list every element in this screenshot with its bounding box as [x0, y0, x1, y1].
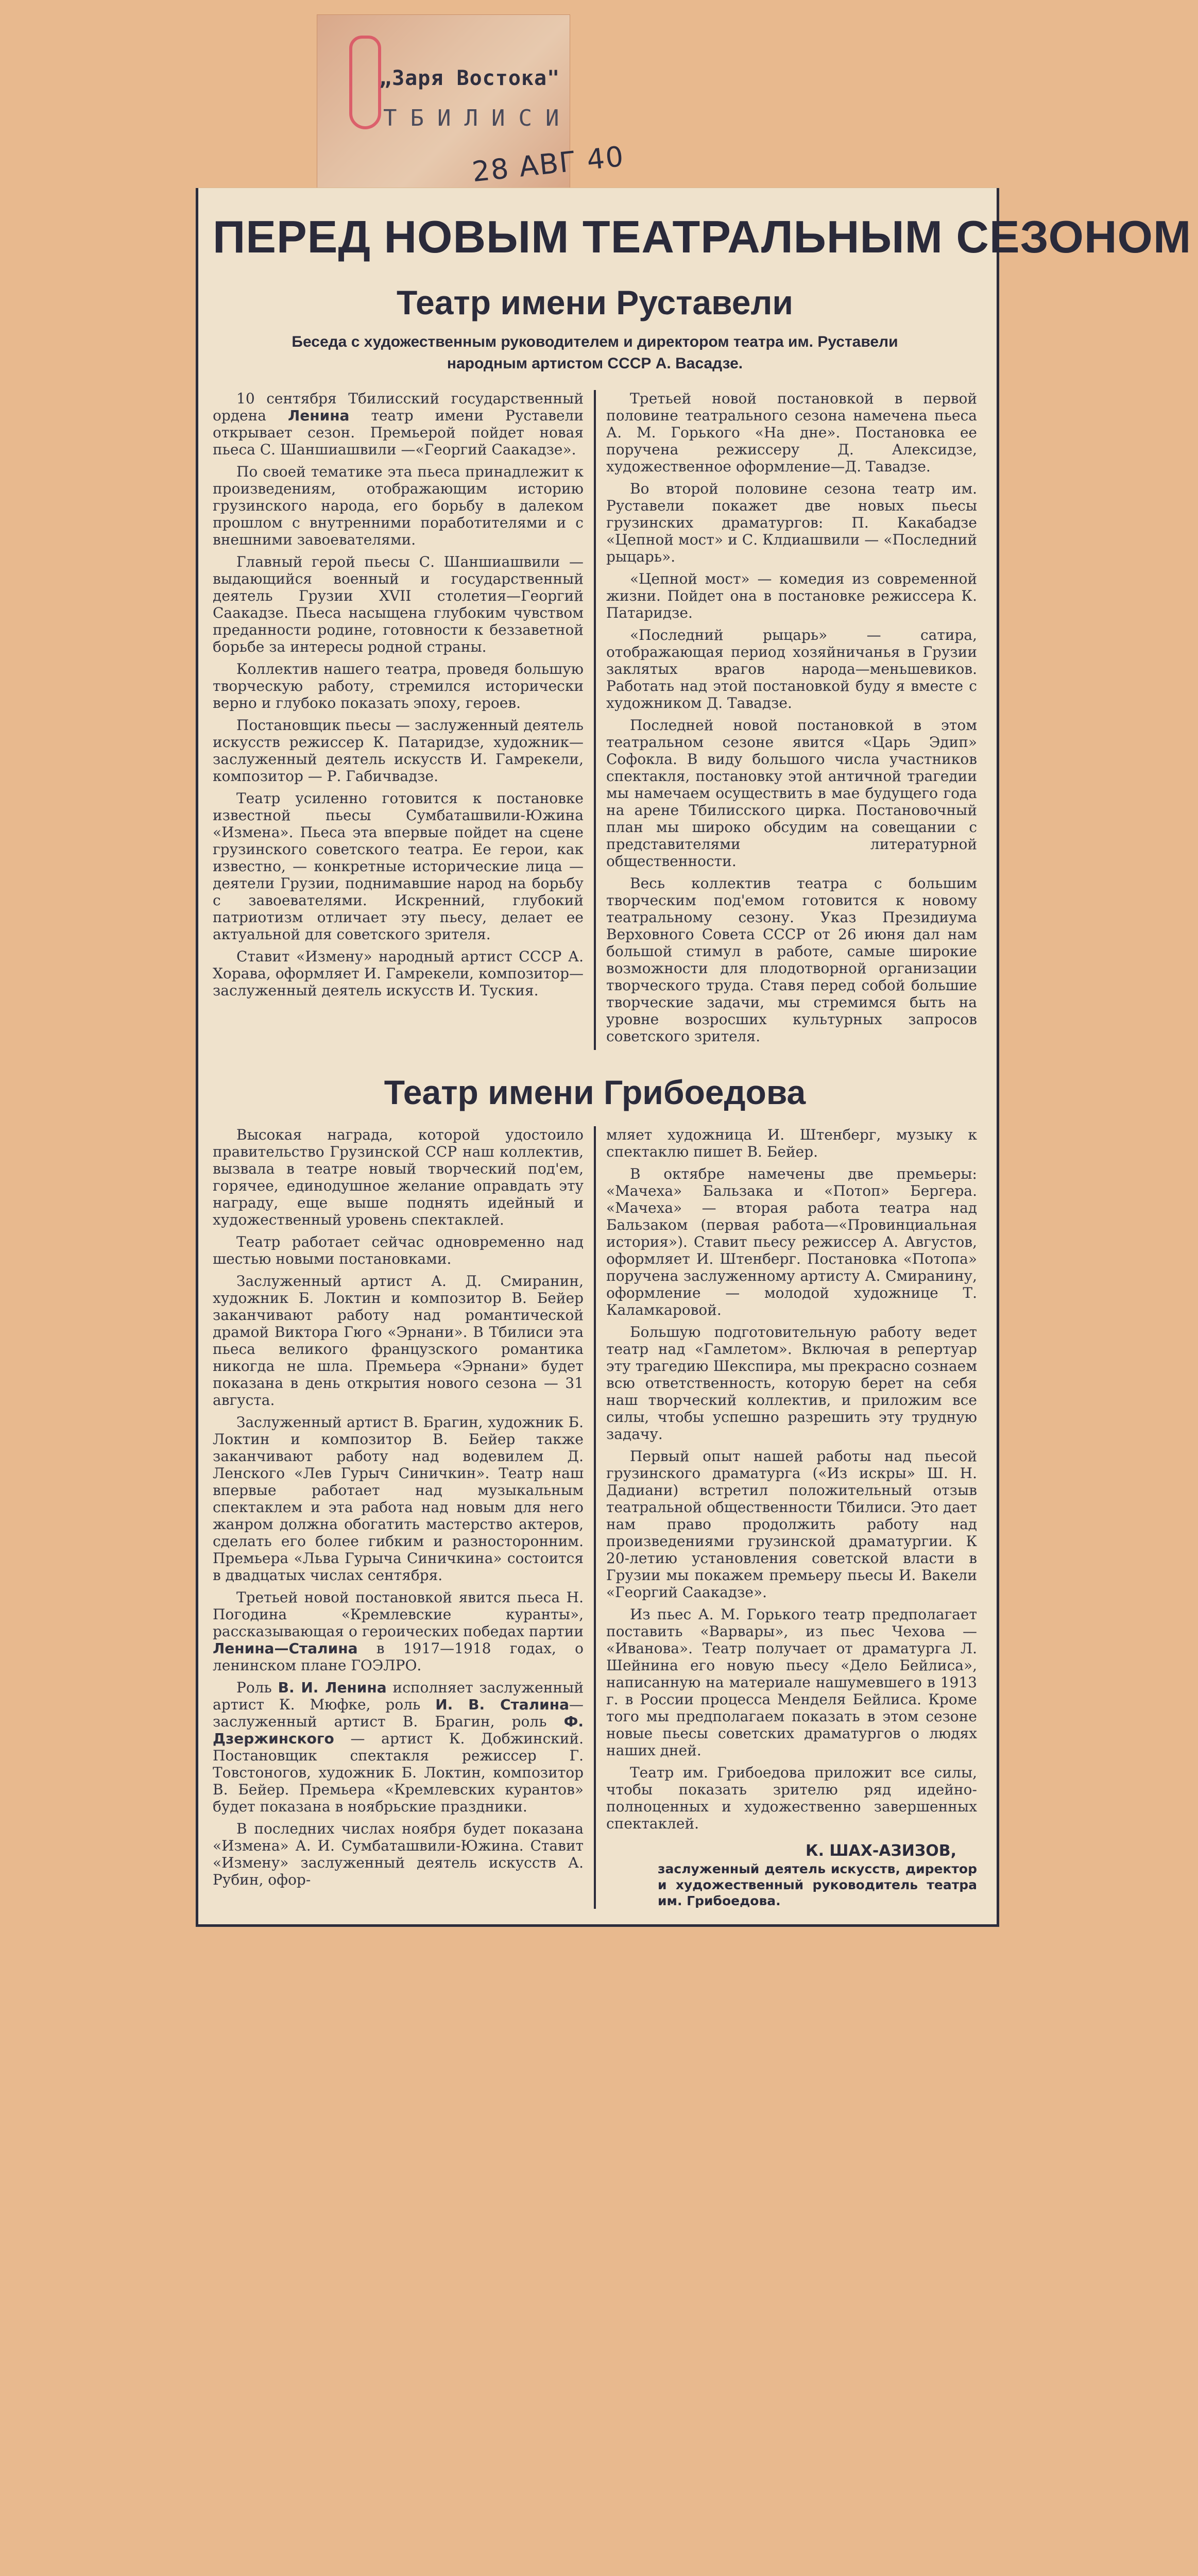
paragraph: Заслуженный артист В. Брагин, художник Б. Локтин и композитор В. Бейер также заканчивают работу над водевилем Д. Ленского «Лев Гурыч Синичкин». Театр наш впервые работает над музыкальным спектаклем и эта работа над новым для него жанром должна обогатить мастерство актеров, сделать его более гибким и разносторонним. Премьера «Льва Гурыча Синичкина» состоится в двадцатых числах сентября. [213, 1414, 584, 1584]
article2-right-column [596, 1126, 977, 1909]
article1-title: Театр имени Руставели [396, 283, 794, 321]
archive-stamp-label [317, 14, 626, 191]
newspaper-clipping [196, 188, 1192, 1927]
paragraph: Третьей новой постановкой явится пьеса Н. Погодина «Кремлевские куранты», рассказывающая о героических победах партии Ленина—Сталина в 1917—1918 годах, о ленинском плане ГОЭЛРО. [213, 1589, 584, 1674]
paragraph: 10 сентября Тбилисский государственный ордена Ленина театр имени Руставели открывает сезон. Премьерой пойдет новая пьеса С. Шаншиашвили —«Георгий Саакадзе». [213, 390, 584, 458]
author-title: заслуженный деятель искусств, директор и художественный руководитель театра им. Грибоедова. [658, 1861, 977, 1908]
paragraph: В последних числах ноября будет показана «Измена» А. И. Сумбаташвили-Южина. Ставит «Измену» заслуженный деятель искусств А. Рубин, офор- [213, 1820, 584, 1888]
bold-name: Ленина—Сталина [213, 1640, 358, 1657]
paragraph: мляет художница И. Штенберг, музыку к спектаклю пишет В. Бейер. [606, 1126, 977, 1160]
article2-columns [213, 1126, 977, 1909]
paragraph: Первый опыт нашей работы над пьесой грузинского драматурга («Из искры» Ш. Н. Дадиани) встретил положительный отзыв театральной общественности Тбилиси. Это дает нам право продолжить работу над произведениями грузинской драматургии. К 20-летию установления советской власти в Грузии мы покажем премьеру пьесы И. Вакели «Георгий Саакадзе». [606, 1448, 977, 1601]
paragraph: Главный герой пьесы С. Шаншиашвили — выдающийся военный и государственный деятель Грузии XVII столетия—Георгий Саакадзе. Пьеса насыщена глубоким чувством преданности родине, готовности к беззаветной борьбе за интересы родной страны. [213, 553, 584, 655]
paragraph: Коллектив нашего театра, проведя большую творческую работу, стремился исторически верно и глубоко показать эпоху, героев. [213, 660, 584, 711]
author-signature [606, 1841, 977, 1909]
article2-title: Театр имени Грибоедова [384, 1073, 806, 1111]
paragraph: Театр им. Грибоедова приложит все силы, чтобы показать зрителю ряд идейно-полноценных и художественно завершенных спектаклей. [606, 1764, 977, 1832]
main-headline: ПЕРЕД НОВЫМ ТЕАТРАЛЬНЫМ СЕЗОНОМ [213, 211, 1192, 262]
bold-name: В. И. Ленина [278, 1679, 387, 1696]
article1-subtitle-line2: народным артистом СССР А. Васадзе. [447, 355, 743, 372]
article1-subtitle [213, 331, 977, 375]
paragraph: Театр работает сейчас одновременно над шестью новыми постановками. [213, 1233, 584, 1267]
red-pencil-mark [349, 36, 381, 129]
article1-right-column [596, 390, 977, 1050]
paragraph: Театр усиленно готовится к постановке известной пьесы Сумбаташвили-Южина «Измена». Пьеса эта впервые пойдет на сцене грузинского советского театра. Ее герои, как известно, — конкретные исторические лица — деятели Грузии, поднимавшие народ на борьбу с завоевателями. Искренний, глубокий патриотизм отличает эту пьесу, делает ее актуальной для советского зрителя. [213, 790, 584, 943]
paragraph: Постановщик пьесы — заслуженный деятель искусств режиссер К. Патаридзе, художник—заслуженный деятель искусств И. Гамрекели, композитор — Р. Габичвадзе. [213, 717, 584, 785]
paragraph: Последней новой постановкой в этом театральном сезоне явится «Царь Эдип» Софокла. В виду большого числа участников спектакля, постановку этой античной трагедии мы намечаем осуществить в мае будущего года на арене Тбилисского цирка. Постановочный план мы широко обсудим на совещании с представителями литературной общественности. [606, 717, 977, 870]
article2-left-column [213, 1126, 594, 1893]
stamp-date: 28 АВГ 40 [470, 140, 626, 189]
paragraph: Весь коллектив театра с большим творческим под'емом готовится к новому театральному сезону. Указ Президиума Верховного Совета СССР от 26 июня дал нам большой стимул в работе, самые широкие возможности для плодотворной организации творческого труда. Ставя перед собой большие творческие задачи, мы стремимся быть на уровне возросших культурных запросов советского зрителя. [606, 875, 977, 1045]
stamp-newspaper-name: „Заря Востока" [379, 66, 560, 90]
paragraph: В октябре намечены две премьеры: «Мачеха» Бальзака и «Потоп» Бергера. «Мачеха» — вторая работа театра над Бальзаком (первая работа—«Провинциальная история»). Ставит пьесу режиссер А. Августов, оформляет И. Штенберг. Постановка «Потопа» поручена заслуженному артисту А. Смиранину, оформление — молодой художнице Т. Каламкаровой. [606, 1165, 977, 1318]
paragraph: Высокая награда, которой удостоило правительство Грузинской ССР наш коллектив, вызвала в театре новый творческий под'ем, горячее, единодушное желание оправдать эту награду, еще выше поднять идейный и художественный уровень спектаклей. [213, 1126, 584, 1228]
paragraph: «Цепной мост» — комедия из современной жизни. Пойдет она в постановке режиссера К. Патаридзе. [606, 570, 977, 621]
paragraph: Третьей новой постановкой в первой половине театрального сезона намечена пьеса А. М. Горького «На дне». Постановка ее поручена режиссеру Д. Алексидзе, художественное оформление—Д. Тавадзе. [606, 390, 977, 475]
stamp-city: ТБИЛИСИ [383, 105, 573, 131]
paragraph: Из пьес А. М. Горького театр предполагает поставить «Варвары», из пьес Чехова — «Иванова». Театр получает от драматурга Л. Шейнина его новую пьесу «Дело Бейлиса», написанную на материале нашумевшего в 1913 г. в России процесса Менделя Бейлиса. Кроме того мы предполагаем показать в этом сезоне новые пьесы советских драматургов о людях наших дней. [606, 1606, 977, 1759]
paragraph: Большую подготовительную работу ведет театр над «Гамлетом». Включая в репертуар эту трагедию Шекспира, мы прекрасно сознаем всю ответственность, которую берет на себя наш творческий коллектив, и приложим все силы, чтобы успешно разрешить эту трудную задачу. [606, 1324, 977, 1443]
article1-left-column [213, 390, 594, 1004]
paragraph: Во второй половине сезона театр им. Руставели покажет две новых пьесы грузинских драматургов: П. Какабадзе «Цепной мост» и С. Клдиашвили — «Последний рыцарь». [606, 480, 977, 565]
paragraph: Ставит «Измену» народный артист СССР А. Хорава, оформляет И. Гамрекели, композитор—заслуженный деятель искусств И. Туския. [213, 948, 584, 999]
paragraph: «Последний рыцарь» — сатира, отображающая период хозяйничанья в Грузии заклятых врагов народа—меньшевиков. Работать над этой постановкой буду я вместе с художником Д. Тавадзе. [606, 626, 977, 711]
author-name: К. ШАХ-АЗИЗОВ, [806, 1842, 956, 1860]
article1-subtitle-line1: Беседа с художественным руководителем и директором театра им. Руставели [292, 333, 898, 350]
paragraph: Заслуженный артист А. Д. Смиранин, художник Б. Локтин и композитор В. Бейер заканчивают работу над романтической драмой Виктора Гюго «Эрнани». В Тбилиси эта пьеса великого французского романтика никогда не шла. Премьера «Эрнани» будет показана в день открытия нового сезона — 31 августа. [213, 1273, 584, 1409]
bold-name: Ф. Дзержинского [213, 1713, 584, 1747]
paragraph: По своей тематике эта пьеса принадлежит к произведениям, отображающим историю грузинского народа, его борьбу в далеком прошлом с внутренними поработителями и с внешними завоевателями. [213, 463, 584, 548]
paragraph: Роль В. И. Ленина исполняет заслуженный артист К. Мюфке, роль И. В. Сталина—заслуженный артист В. Брагин, роль Ф. Дзержинского — артист К. Добжинский. Постановщик спектакля режиссер Г. Товстоногов, художник Б. Локтин, композитор В. Бейер. Премьера «Кремлевских курантов» будет показана в ноябрьские праздники. [213, 1679, 584, 1815]
bold-name: И. В. Сталина [435, 1696, 570, 1713]
article1-columns [213, 390, 977, 1050]
bold-name: Ленина [287, 407, 350, 424]
